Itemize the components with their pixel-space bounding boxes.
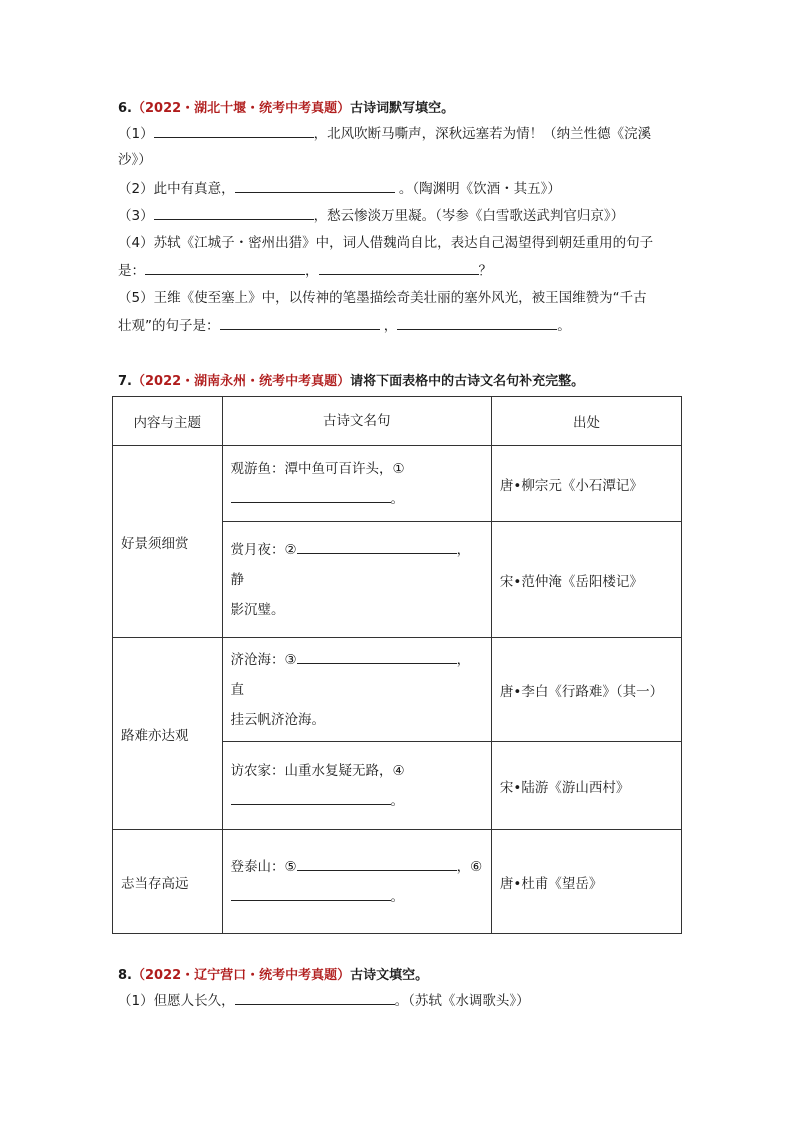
quote-text: ，直 [230, 651, 471, 698]
quote-text: 影沉璧。 [230, 601, 285, 618]
quote-text: 。 [390, 490, 404, 507]
question-task: 古诗文填空。 [350, 968, 429, 983]
answer-blank[interactable] [235, 179, 395, 193]
q6-item-3 [118, 206, 624, 225]
item-text: 。（苏轼《水调歌头》） [394, 993, 530, 1009]
theme-cell: 好景须细赏 [113, 446, 223, 638]
source-cell: 宋•范仲淹《岳阳楼记》 [491, 522, 681, 638]
question-task: 请将下面表格中的古诗文名句补充完整。 [350, 374, 585, 389]
source-cell: 唐•杜甫《望岳》 [491, 830, 681, 934]
item-text: ，愁云惨淡万里凝。（岑参《白雪歌送武判官归京》） [313, 208, 625, 224]
quote-text: 。 [390, 792, 404, 809]
item-text: （1） [118, 126, 154, 142]
q8-item-1 [118, 991, 530, 1010]
column-header: 出处 [491, 397, 681, 446]
answer-blank[interactable] [154, 206, 314, 220]
item-text: 是： [118, 263, 145, 279]
answer-blank[interactable] [297, 857, 457, 871]
quote-text: 赏月夜：② [230, 541, 297, 558]
q6-item-1-cont [118, 151, 152, 169]
table-row [113, 446, 682, 522]
theme-cell: 志当存高远 [113, 830, 223, 934]
quote-text: 济沧海：③ [230, 651, 297, 668]
item-text: 。（陶渊明《饮酒・其五》） [394, 181, 561, 197]
question-source: （2022・湖北十堰・统考中考真题） [131, 101, 351, 116]
quote-cell [222, 742, 491, 830]
answer-blank[interactable] [319, 261, 479, 275]
quote-text: ，⑥ [456, 858, 483, 875]
item-text: 沙》） [118, 152, 152, 168]
quote-cell [222, 638, 491, 742]
item-text: （3） [118, 208, 154, 224]
item-text: 。 [557, 318, 571, 334]
q6-item-4 [118, 234, 653, 252]
quote-text: 挂云帆济沧海。 [230, 711, 325, 728]
question-source: （2022・湖南永州・统考中考真题） [131, 374, 351, 389]
answer-blank[interactable] [297, 650, 457, 664]
item-text: ，北风吹断马嘶声，深秋远塞若为情！（纳兰性德《浣溪 [313, 126, 652, 142]
table-row [113, 638, 682, 742]
answer-blank[interactable] [297, 540, 457, 554]
answer-blank[interactable] [397, 316, 557, 330]
answer-blank[interactable] [231, 887, 391, 901]
question-source: （2022・辽宁营口・统考中考真题） [131, 968, 351, 983]
quote-cell [222, 830, 491, 934]
question-number: 6. [118, 101, 132, 116]
answer-blank[interactable] [145, 261, 305, 275]
poem-table [112, 396, 682, 934]
quote-text: 观游鱼：潭中鱼可百许头，① [230, 460, 405, 477]
quote-cell [222, 522, 491, 638]
source-cell: 唐•柳宗元《小石潭记》 [491, 446, 681, 522]
quote-text: 。 [390, 888, 404, 905]
q6-item-4-cont [118, 261, 492, 280]
column-header: 内容与主题 [113, 397, 223, 446]
table-row [113, 830, 682, 934]
question-number: 8. [118, 968, 132, 983]
item-text: ？ [478, 263, 492, 279]
question-8-heading [118, 964, 428, 983]
column-header: 古诗文名句 [222, 397, 491, 446]
item-text: （5）王维《使至塞上》中，以传神的笔墨描绘奇美壮丽的塞外风光，被王国维赞为“千古 [118, 290, 647, 306]
answer-blank[interactable] [235, 991, 395, 1005]
q6-item-1 [118, 124, 651, 143]
quote-text: ，静 [230, 541, 471, 588]
source-cell: 宋•陆游《游山西村》 [491, 742, 681, 830]
table-header-row [113, 397, 682, 446]
item-text: 壮观”的句子是： [118, 318, 220, 334]
theme-cell: 路难亦达观 [113, 638, 223, 830]
question-number: 7. [118, 374, 132, 389]
item-text: （1）但愿人长久， [118, 993, 235, 1009]
question-7-heading [118, 370, 584, 389]
quote-text: 登泰山：⑤ [230, 858, 297, 875]
item-text: （2）此中有真意， [118, 181, 235, 197]
answer-blank[interactable] [231, 489, 391, 503]
answer-blank[interactable] [231, 791, 391, 805]
q6-item-5-cont [118, 316, 571, 335]
answer-blank[interactable] [220, 316, 380, 330]
question-6-heading [118, 97, 454, 116]
source-cell: 唐•李白《行路难》（其一） [491, 638, 681, 742]
question-task: 古诗词默写填空。 [350, 101, 455, 116]
q6-item-2 [118, 179, 561, 198]
answer-blank[interactable] [154, 124, 314, 138]
item-text: ， [379, 318, 398, 334]
item-text: （4）苏轼《江城子・密州出猎》中，词人借魏尚自比，表达自己渴望得到朝廷重用的句子 [118, 235, 654, 251]
quote-text: 访农家：山重水复疑无路，④ [230, 762, 405, 779]
q6-item-5 [118, 289, 647, 307]
quote-cell [222, 446, 491, 522]
item-text: ， [305, 263, 319, 279]
